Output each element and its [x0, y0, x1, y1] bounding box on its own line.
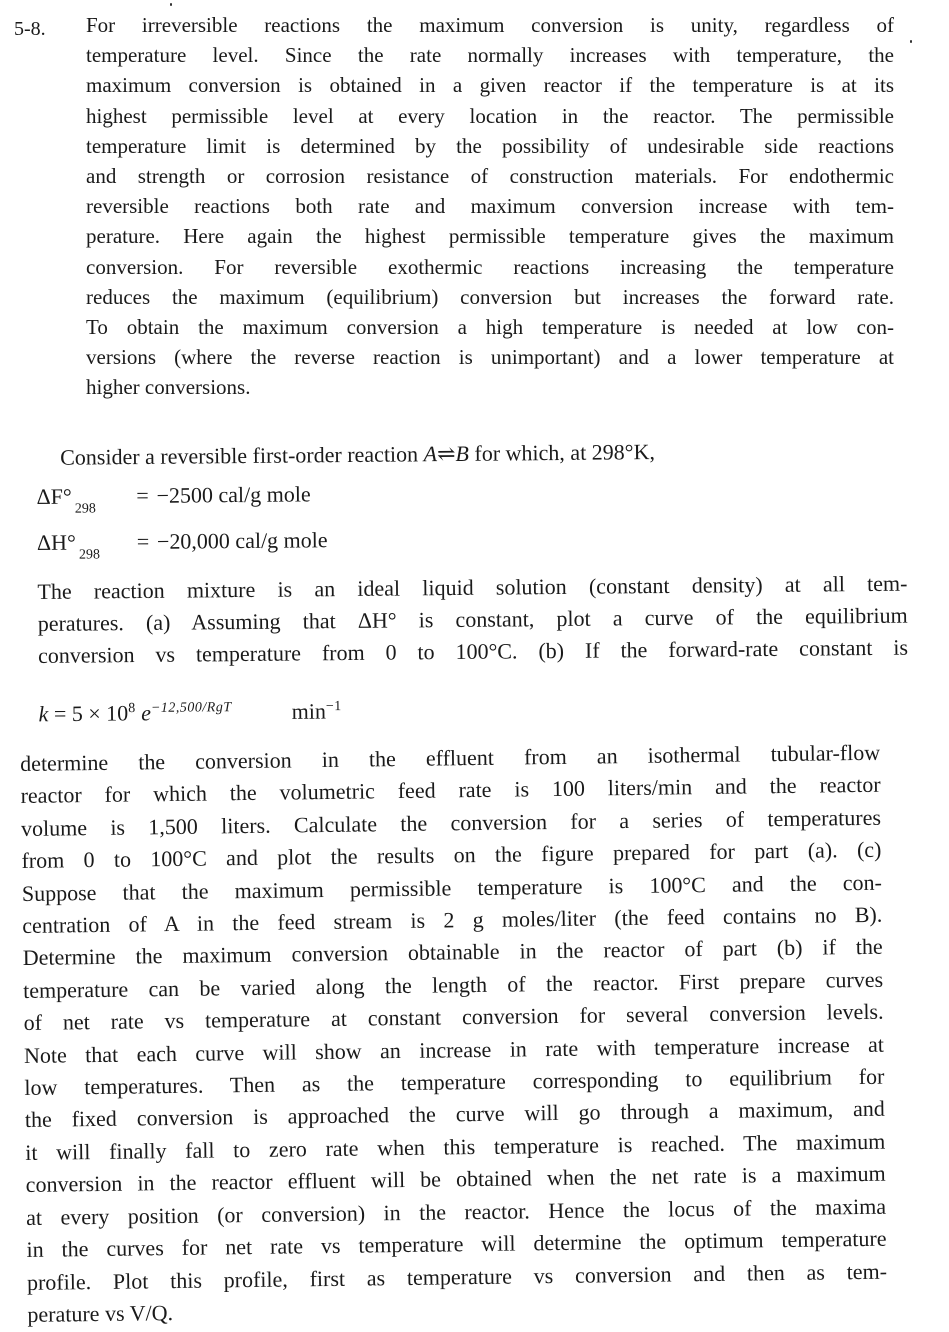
- rate-constant-equation: [38, 686, 908, 734]
- equation-value: −2500 cal/g mole: [156, 481, 311, 508]
- problem-line: conversion in the reactor effluent will be obtained when the net rate is a maximum: [25, 1160, 886, 1198]
- equals-sign: =: [136, 528, 150, 555]
- problem-line: low temperatures. Then as the temperature corresponding to equilibrium for: [24, 1063, 885, 1101]
- solution-line: perature. Here again the highest permissible temperature gives the maximum: [86, 224, 894, 249]
- equation-lhs: [36, 473, 128, 524]
- species-b: B: [455, 440, 470, 466]
- problem-line: temperature can be varied along the length of the reactor. First prepare curves: [23, 966, 884, 1003]
- species-a: A: [423, 441, 438, 467]
- exponential-exponent: −12,500/RgT: [150, 700, 232, 716]
- intro-text-end: for which, at 298°K,: [468, 439, 656, 466]
- problem-line: Determine the maximum conversion obtainable in the reactor of part (b) if the: [22, 934, 883, 971]
- intro-text: Consider a reversible first-order reaction: [60, 441, 424, 470]
- solution-line: conversion. For reversible exothermic reactions increasing the temperature: [86, 254, 894, 279]
- scan-speck: [910, 40, 912, 43]
- problem-line: reactor for which the volumetric feed rate is 100 liters/min and the reactor: [20, 772, 881, 809]
- solution-line: higher conversions.: [86, 375, 251, 400]
- equation-value: −20,000 cal/g mole: [156, 527, 328, 554]
- problem-line: volume is 1,500 liters. Calculate the conversion for a series of temperatures: [20, 804, 882, 841]
- solution-line: To obtain the maximum conversion a high temperature is needed at low con-: [86, 315, 894, 340]
- equation-subscript: 298: [74, 501, 96, 517]
- problem-line: in the curves for net rate vs temperature will determine the optimum temperature: [26, 1225, 887, 1263]
- problem-line: The reaction mixture is an ideal liquid solution (constant density) at all tem-: [37, 570, 908, 604]
- units-text: min: [291, 698, 327, 724]
- problem-line: it will finally fall to zero rate when this temperature is reached. The maximum: [25, 1128, 886, 1165]
- problem-line: of net rate vs temperature at constant conversion for several conversion levels.: [23, 998, 884, 1036]
- problem-line: peratures. (a) Assuming that ΔH° is constant, plot a curve of the equilibrium: [37, 602, 908, 636]
- solution-line: For irreversible reactions the maximum conversion is unity, regardless of: [86, 13, 894, 37]
- solution-paragraph: [86, 10, 894, 403]
- problem-number: 5-8.: [14, 18, 46, 40]
- scan-speck: [170, 3, 172, 6]
- problem-paragraph-3: [20, 737, 888, 1332]
- exponential-base: e: [141, 700, 152, 726]
- rate-coefficient: 5 × 10: [71, 700, 129, 726]
- problem-line: determine the conversion in the effluent from an isothermal tubular-flow: [20, 739, 881, 776]
- problem-line: centration of A in the feed stream is 2 g moles/liter (the feed contains no B).: [22, 901, 883, 939]
- problem-line: the fixed conversion is approached the curve will go through a maximum, and: [24, 1096, 885, 1133]
- equation-lhs: [37, 519, 129, 570]
- problem-line: from 0 to 100°C and plot the results on the figure prepared for part (a). (c): [21, 836, 882, 874]
- free-energy-equation: [36, 466, 906, 520]
- enthalpy-equation: [37, 512, 907, 566]
- solution-line: temperature limit is determined by the possibility of undesirable side reactions: [86, 133, 894, 158]
- solution-line: reduces the maximum (equilibrium) conversion but increases the forward rate.: [86, 284, 894, 309]
- equation-subscript: 298: [78, 547, 101, 563]
- problem-paragraph-2: [37, 568, 908, 672]
- problem-line: at every position (or conversion) in the reactor. Hence the locus of the maxima: [25, 1193, 887, 1230]
- solution-line: versions (where the reverse reaction is unimportant) and a lower temperature at: [86, 345, 894, 370]
- solution-line: highest permissible level at every location in the reactor. The permissible: [86, 103, 894, 128]
- rate-units: [291, 691, 341, 728]
- problem-line: profile. Plot this profile, first as temperature vs conversion and then as tem-: [26, 1258, 888, 1295]
- problem-statement: [36, 434, 909, 734]
- rate-constant-symbol: k: [38, 701, 49, 727]
- solution-line: and strength or corrosion resistance of construction materials. For endothermic: [86, 164, 894, 189]
- solution-line: reversible reactions both rate and maximum conversion increase with tem-: [86, 194, 894, 219]
- solution-line: maximum conversion is obtained in a given reactor if the temperature is at its: [86, 73, 894, 98]
- equilibrium-arrow-icon: ⇌: [436, 440, 456, 467]
- equals-sign: =: [136, 482, 149, 509]
- problem-line: Note that each curve will show an increase in rate with temperature increase at: [23, 1031, 885, 1068]
- units-power: −1: [325, 699, 342, 715]
- rate-power: 8: [128, 701, 136, 717]
- equals-sign: =: [53, 701, 67, 727]
- problem-line: Suppose that the maximum permissible temperature is 100°C and the con-: [21, 869, 882, 906]
- equation-symbol: ΔH°: [36, 529, 76, 555]
- equation-symbol: ΔF°: [36, 483, 72, 509]
- solution-line: temperature level. Since the rate normally increases with temperature, the: [86, 43, 894, 68]
- problem-line: perature vs V/Q.: [27, 1299, 174, 1327]
- problem-line: conversion vs temperature from 0 to 100°C. (b) If the forward-rate constant is: [37, 634, 909, 668]
- rate-constant-expression: [38, 692, 231, 730]
